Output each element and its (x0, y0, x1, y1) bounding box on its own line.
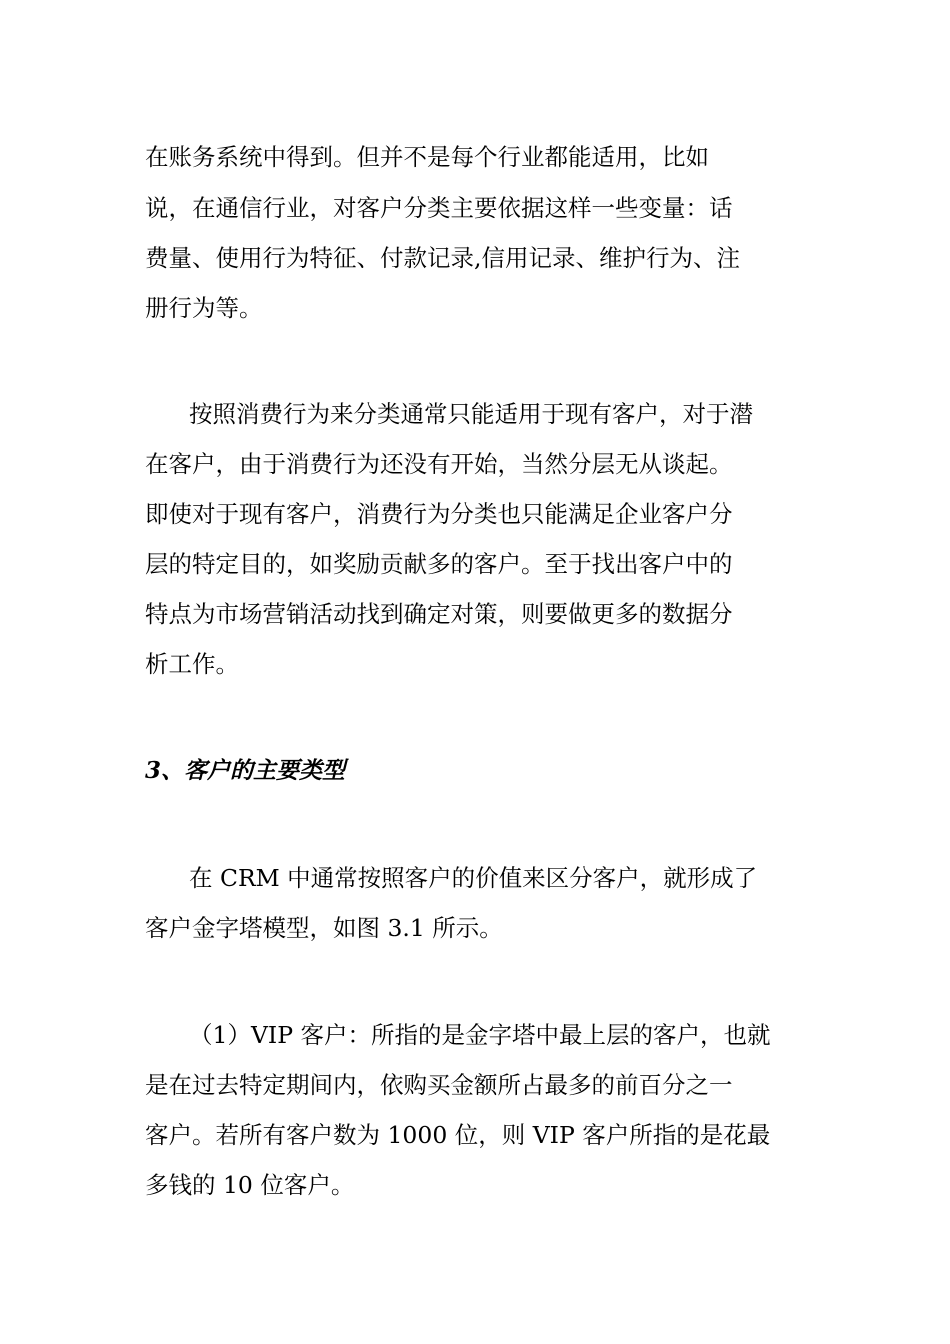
paragraph-line: 客户金字塔模型，如图 3.1 所示。 (145, 914, 503, 942)
paragraph-line: 按照消费行为来分类通常只能适用于现有客户，对于潜 (189, 400, 753, 428)
paragraph-line: 客户。若所有客户数为 1000 位，则 VIP 客户所指的是花最 (145, 1121, 771, 1149)
paragraph-line: 在账务系统中得到。但并不是每个行业都能适用，比如 (145, 143, 709, 171)
paragraph-line: 在 CRM 中通常按照客户的价值来区分客户，就形成了 (189, 864, 758, 892)
paragraph-line: 说，在通信行业，对客户分类主要依据这样一些变量：话 (145, 194, 733, 222)
paragraph-line: 析工作。 (145, 650, 239, 678)
paragraph-line: 费量、使用行为特征、付款记录,信用记录、维护行为、注 (145, 244, 740, 272)
paragraph-line: 即使对于现有客户，消费行为分类也只能满足企业客户分 (145, 500, 733, 528)
section-heading: 3、客户的主要类型 (145, 757, 346, 784)
paragraph-line: 特点为市场营销活动找到确定对策，则要做更多的数据分 (145, 600, 733, 628)
paragraph-line: 是在过去特定期间内，依购买金额所占最多的前百分之一 (145, 1071, 733, 1099)
paragraph-line: （1）VIP 客户：所指的是金字塔中最上层的客户，也就 (189, 1021, 771, 1049)
paragraph-line: 在客户，由于消费行为还没有开始，当然分层无从谈起。 (145, 450, 733, 478)
paragraph-line: 层的特定目的，如奖励贡献多的客户。至于找出客户中的 (145, 550, 733, 578)
paragraph-line: 册行为等。 (145, 294, 263, 322)
paragraph-line: 多钱的 10 位客户。 (145, 1171, 355, 1199)
